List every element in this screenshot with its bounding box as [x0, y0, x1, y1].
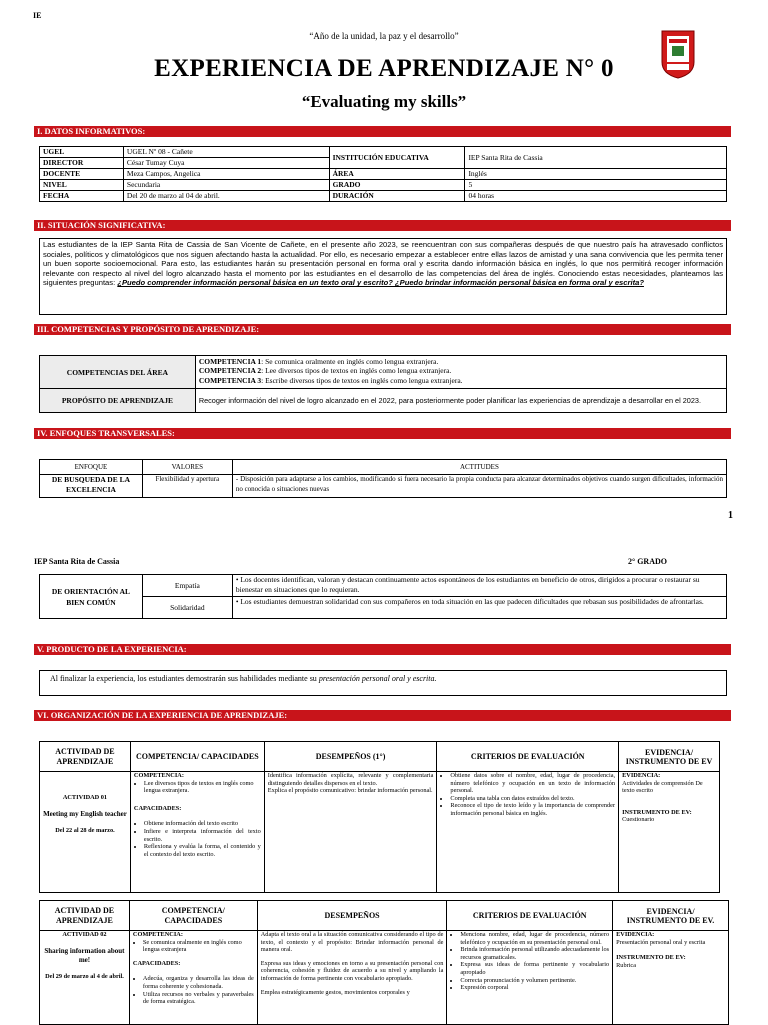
org2-cri-1: • Menciona nombre, edad, lugar de procedencia, número telefónico y ocupación en su presentación personal oral. [460, 931, 609, 946]
org1-h-desempenos: DESEMPEÑOS (1°) [264, 742, 437, 772]
org1-cri-1: • Obtiene datos sobre el nombre, edad, lugar de procedencia, número telefónico y ocupación en un texto de información personal. [450, 772, 615, 795]
producto-text: Al finalizar la experiencia, los estudiantes demostrarán sus habilidades mediante su [50, 674, 319, 683]
page-number: 1 [728, 510, 733, 521]
valor-flexibilidad: Flexibilidad y apertura [142, 475, 232, 498]
producto-box [39, 670, 727, 696]
org1-ins-value: Cuestionario [622, 816, 655, 824]
motto: “Año de la unidad, la paz y el desarrollo” [309, 31, 459, 41]
institucion-label: INSTITUCIÓN EDUCATIVA [329, 147, 465, 169]
actitud-flexibilidad: - Disposición para adaptarse a los cambios, modificando si fuera necesario la propia conducta para alcanzar determinados objetivos cuando surgen dificultades, información no conocida o situaciones nuevas [232, 475, 726, 498]
org2-des-2: Expresa sus ideas y emociones en torno a su presentación personal con coherencia, cohesión y fluidez de acuerdo a su nivel y ampliando la información de forma pertinente con vocabulario apropiado. [260, 959, 444, 982]
docente-label: DOCENTE [40, 169, 124, 180]
nivel-label: NIVEL [40, 180, 124, 191]
org1-des-1: Identifica información explícita, relevante y complementaria distinguiendo detalles dispersos en el texto. [267, 772, 434, 787]
org2-h-competencia: COMPETENCIA/ CAPACIDADES [129, 901, 257, 931]
section-producto: V. PRODUCTO DE LA EXPERIENCIA: [34, 644, 731, 655]
org1-actividad-num: ACTIVIDAD 01 [62, 794, 108, 801]
org2-h-criterios: CRITERIOS DE EVALUACIÓN [447, 901, 613, 931]
datos-table [39, 146, 727, 202]
competencia-1: COMPETENCIA 1: Se comunica oralmente en inglés como lengua extranjera. [198, 357, 439, 366]
actitud-empatia: • Los docentes identifican, valoran y destacan continuamente actos espontáneos de los estudiantes en beneficio de otros, dirigidos a procurar o restaurar su bienestar en situaciones que lo requieran. [232, 575, 726, 597]
org2-actividad-num: ACTIVIDAD 02 [62, 931, 107, 938]
school-shield-icon [660, 28, 696, 80]
grado-label: GRADO [329, 180, 465, 191]
org2-actividad-name: Sharing information about me! [44, 946, 125, 964]
enfoque-header: ENFOQUE [40, 460, 143, 475]
org1-h-actividad: ACTIVIDAD DE APRENDIZAJE [40, 742, 131, 772]
competencia-3: COMPETENCIA 3: Escribe diversos tipos de textos en inglés como lengua extranjera. [198, 375, 463, 385]
fecha-label: FECHA [40, 191, 124, 202]
grade-header: 2° GRADO [628, 557, 667, 566]
org1-cri-3: • Reconoce el tipo de texto leído y la importancia de comprender información personal básica en inglés. [450, 802, 615, 817]
valores-header: VALORES [142, 460, 232, 475]
org2-comp-label: COMPETENCIA: [132, 931, 183, 938]
corner-label: IE [33, 11, 42, 20]
director-label: DIRECTOR [40, 158, 124, 169]
org1-comp-1: • Lee diversos tipos de textos en inglés como lengua extranjera. [144, 780, 261, 795]
section-competencias: III. COMPETENCIAS Y PROPÓSITO DE APRENDIZAJE: [34, 324, 731, 335]
area-label: ÁREA [329, 169, 465, 180]
actitudes-header: ACTITUDES [232, 460, 726, 475]
situacion-box [39, 238, 727, 315]
org2-ev-label: EVIDENCIA: [616, 931, 655, 938]
org1-cap-label: CAPACIDADES: [133, 804, 182, 812]
org2-actividad-date: Del 29 de marzo al 4 de abril. [45, 972, 124, 980]
enfoque-excelencia: DE BUSQUEDA DE LA EXCELENCIA [40, 475, 143, 498]
section-enfoques: IV. ENFOQUES TRANSVERSALES: [34, 428, 731, 439]
competencias-table [39, 355, 727, 413]
competencia-2: COMPETENCIA 2: Lee diversos tipos de textos en inglés como lengua extranjera. [198, 366, 452, 376]
org2-h-desempenos: DESEMPEÑOS [257, 901, 447, 931]
org1-h-competencia: COMPETENCIA/ CAPACIDADES [130, 742, 264, 772]
section-situacion: II. SITUACIÓN SIGNIFICATIVA: [34, 220, 731, 231]
org2-cap-label: CAPACIDADES: [132, 959, 181, 967]
duracion-value: 04 horas [465, 191, 727, 202]
fecha-value: Del 20 de marzo al 04 de abril. [123, 191, 329, 202]
ugel-value: UGEL Nº 08 - Cañete [123, 147, 329, 158]
org1-h-evidencia: EVIDENCIA/ INSTRUMENTO DE EV [619, 742, 720, 772]
org1-h-criterios: CRITERIOS DE EVALUACIÓN [437, 742, 619, 772]
org1-ev-value: Actividades de comprensión De texto escrito [622, 779, 703, 795]
valor-empatia: Empatía [142, 575, 232, 597]
org1-ins-label: INSTRUMENTO DE EV: [622, 808, 692, 816]
org2-cri-4: • Correcta pronunciación y volumen pertinente. [460, 977, 609, 985]
enfoque-bien-comun: DE ORIENTACIÓN AL BIEN COMÚN [40, 575, 143, 619]
nivel-value: Secundaria [123, 180, 329, 191]
org2-cri-3: • Expresa sus ideas de forma pertinente y vocabulario apropiado [460, 961, 609, 976]
org1-cap-3: • Reflexiona y evalúa la forma, el contenido y el contexto del texto escrito. [144, 843, 261, 858]
org2-cri-2: • Brinda información personal utilizando adecuadamente los recursos gramaticales. [460, 946, 609, 961]
director-value: César Tumay Cuya [123, 158, 329, 169]
org1-cap-1: • Obtiene información del texto escrito [144, 820, 261, 828]
org1-ev-label: EVIDENCIA: [622, 772, 661, 779]
org2-ev-value: Presentación personal oral y escrita [616, 938, 706, 946]
docente-value: Meza Campos, Angelica [123, 169, 329, 180]
organizacion-table-1 [39, 741, 720, 893]
section-datos-informativos: I. DATOS INFORMATIVOS: [34, 126, 731, 137]
section-organizacion: VI. ORGANIZACIÓN DE LA EXPERIENCIA DE APRENDIZAJE: [34, 710, 731, 721]
organizacion-table-2 [39, 900, 729, 1025]
enfoque-bien-comun-table [39, 574, 727, 619]
duracion-label: DURACIÓN [329, 191, 465, 202]
grado-value: 5 [465, 180, 727, 191]
institucion-value: IEP Santa Rita de Cassia [465, 147, 727, 169]
org2-cri-5: • Expresión corporal [460, 984, 609, 992]
org1-actividad-name: Meeting my English teacher [43, 809, 127, 818]
org2-comp-1: • Se comunica oralmente en inglés como lengua extranjera [143, 939, 254, 954]
org2-h-actividad: ACTIVIDAD DE APRENDIZAJE [40, 901, 130, 931]
proposito-label: PROPÓSITO DE APRENDIZAJE [40, 389, 196, 413]
page-title: EXPERIENCIA DE APRENDIZAJE N° 0 [154, 55, 614, 82]
org2-ins-value: Rubrica [616, 961, 637, 969]
page-subtitle: “Evaluating my skills” [301, 92, 467, 111]
org2-ins-label: INSTRUMENTO DE EV: [616, 954, 686, 962]
org1-des-2: Explica el propósito comunicativo: brindar información personal. [267, 787, 433, 795]
area-value: Inglés [465, 169, 727, 180]
ugel-label: UGEL [40, 147, 124, 158]
org1-comp-label: COMPETENCIA: [133, 772, 184, 779]
situacion-text: Las estudiantes de la IEP Santa Rita de Cassia de San Vicente de Cañete, en el presente año 2023, se reencuentran con sus compañeras después de que nuestro país ha atravesado conflictos sociales, políticos y climatológicos que nos siguen afectando hasta la actualidad. Por ello, es necesario empezar a establecer entre ellas lazos de amistad y una sana convivencia que les permita tener un buen soporte socioemocional. Para esto, las estudiantes harán su presentación personal en forma oral y escrita dando información básica en inglés, lo que nos permitirá recoger información relevante con respecto al nivel del logro alcanzado hasta el momento por las estudiantes en el desarrollo de las competencias del área de inglés. Conociendo estas necesidades, planteamos las siguientes preguntas: [43, 240, 723, 288]
school-name-header: IEP Santa Rita de Cassia [34, 557, 120, 566]
actitud-solidaridad: • Los estudiantes demuestran solidaridad con sus compañeros en toda situación en las que padecen dificultades que rebasan sus posibilidades de afrontarlas. [232, 597, 726, 619]
valor-solidaridad: Solidaridad [142, 597, 232, 619]
enfoques-table [39, 459, 727, 498]
producto-highlight: presentación personal oral y escrita. [318, 674, 437, 683]
org1-actividad-date: Del 22 al 28 de marzo. [55, 826, 115, 834]
org2-des-1: Adapta el texto oral a la situación comunicativa considerando el tipo de texto, el contexto y el propósito: Brindar información personal de manera oral. [260, 931, 444, 954]
org1-cri-2: • Completa una tabla con datos extraídos del texto. [450, 795, 615, 803]
situacion-question: ¿Puedo comprender información personal básica en un texto oral y escrito? ¿Puedo brindar información personal básica en forma oral y escrita? [117, 278, 644, 288]
org2-h-evidencia: EVIDENCIA/ INSTRUMENTO DE EV. [613, 901, 729, 931]
org2-cap-2: • Utiliza recursos no verbales y paraverbales de forma estratégica. [143, 991, 254, 1006]
org2-cap-1: • Adecúa, organiza y desarrolla las ideas de forma coherente y cohesionada. [143, 975, 254, 990]
proposito-text: Recoger información del nivel de logro alcanzado en el 2022, para posteriormente poder planificar las experiencias de aprendizaje a desarrollar en el 2023. [195, 389, 726, 413]
org2-des-3: Emplea estratégicamente gestos, movimientos corporales y [260, 988, 410, 996]
competencias-area-label: COMPETENCIAS DEL ÁREA [40, 356, 196, 389]
org1-cap-2: • Infiere e interpreta información del texto escrito. [144, 828, 261, 843]
